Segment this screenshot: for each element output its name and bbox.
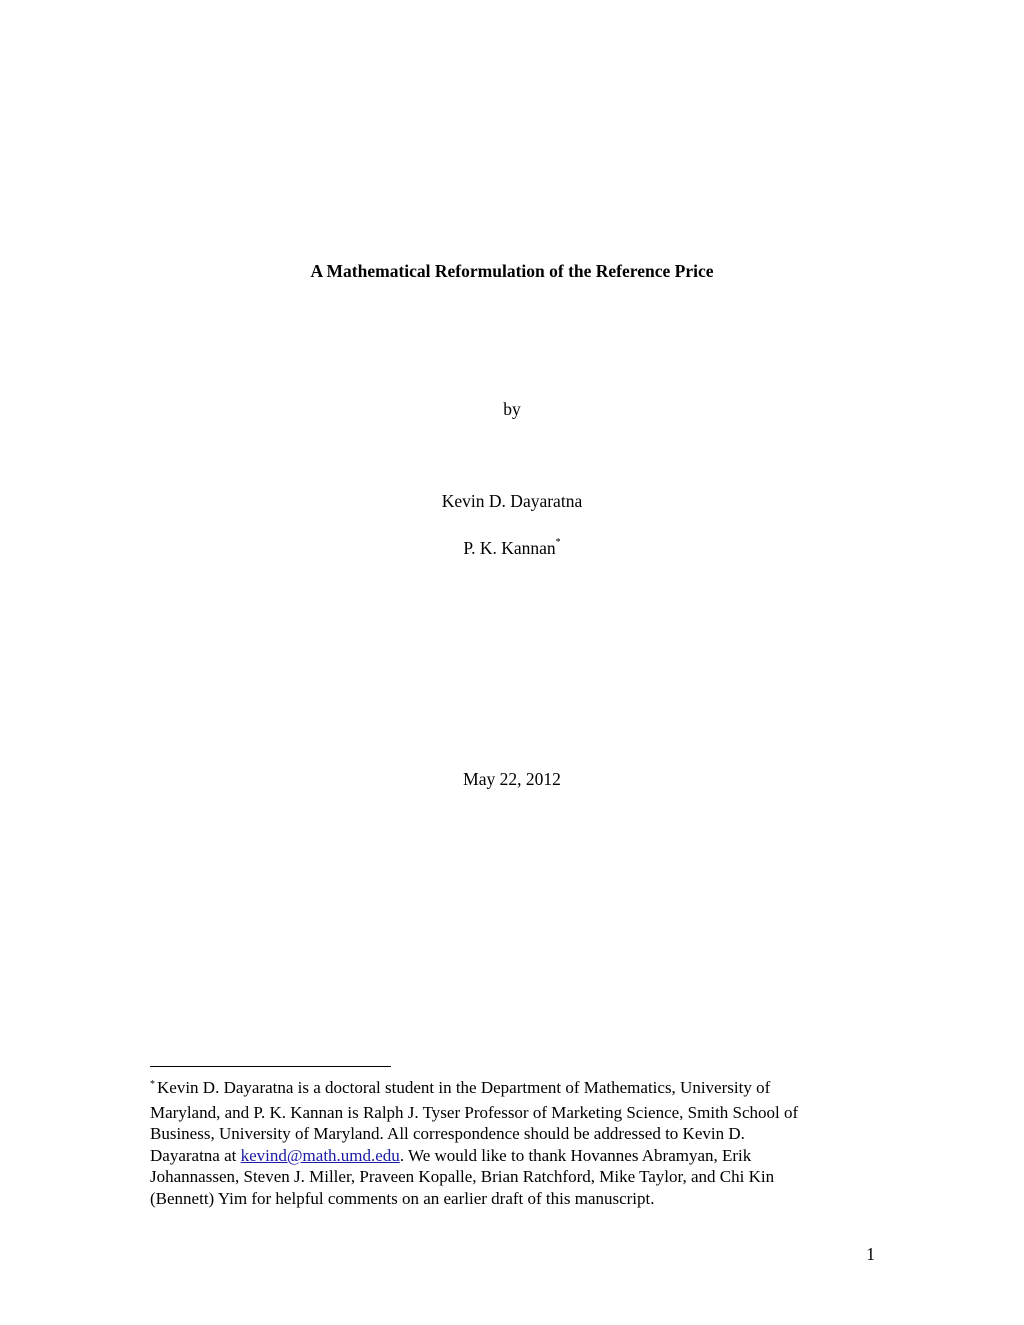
author-name [0,490,1024,512]
footnote [150,1077,875,1209]
footnote-text: Dayaratna at [150,1145,241,1165]
footnote-line: Johannassen, Steven J. Miller, Praveen Kopalle, Brian Ratchford, Mike Taylor, and Chi Kin [150,1167,775,1186]
author-name [0,537,1024,559]
author-name-text: Kevin D. Dayaratna [441,491,583,511]
footnote-divider [150,1066,391,1067]
footnote-text: Kevin D. Dayaratna is a doctoral student in the Department of Mathematics, University of [157,1078,771,1097]
paper-date: May 22, 2012 [463,769,561,789]
author-name-text: P. K. Kannan [463,538,556,558]
footnote-line [150,1145,875,1167]
footnote-line: Business, University of Maryland. All correspondence should be addressed to Kevin D. [150,1124,745,1143]
page-number: 1 [866,1244,875,1264]
footnote-line: (Bennett) Yim for helpful comments on an earlier draft of this manuscript. [150,1188,655,1208]
footnote-marker[interactable]: * [555,537,561,548]
byline-label: by [503,399,521,419]
footnote-marker: * [150,1079,155,1090]
footnote-text: . We would like to thank Hovannes Abramyan, Erik [399,1145,752,1165]
email-link[interactable]: kevind@math.umd.edu [240,1145,400,1165]
paper-title: A Mathematical Reformulation of the Reference Price [310,261,714,281]
footnote-line [150,1077,875,1102]
footnote-line: Maryland, and P. K. Kannan is Ralph J. Tyser Professor of Marketing Science, Smith School of [150,1102,799,1122]
